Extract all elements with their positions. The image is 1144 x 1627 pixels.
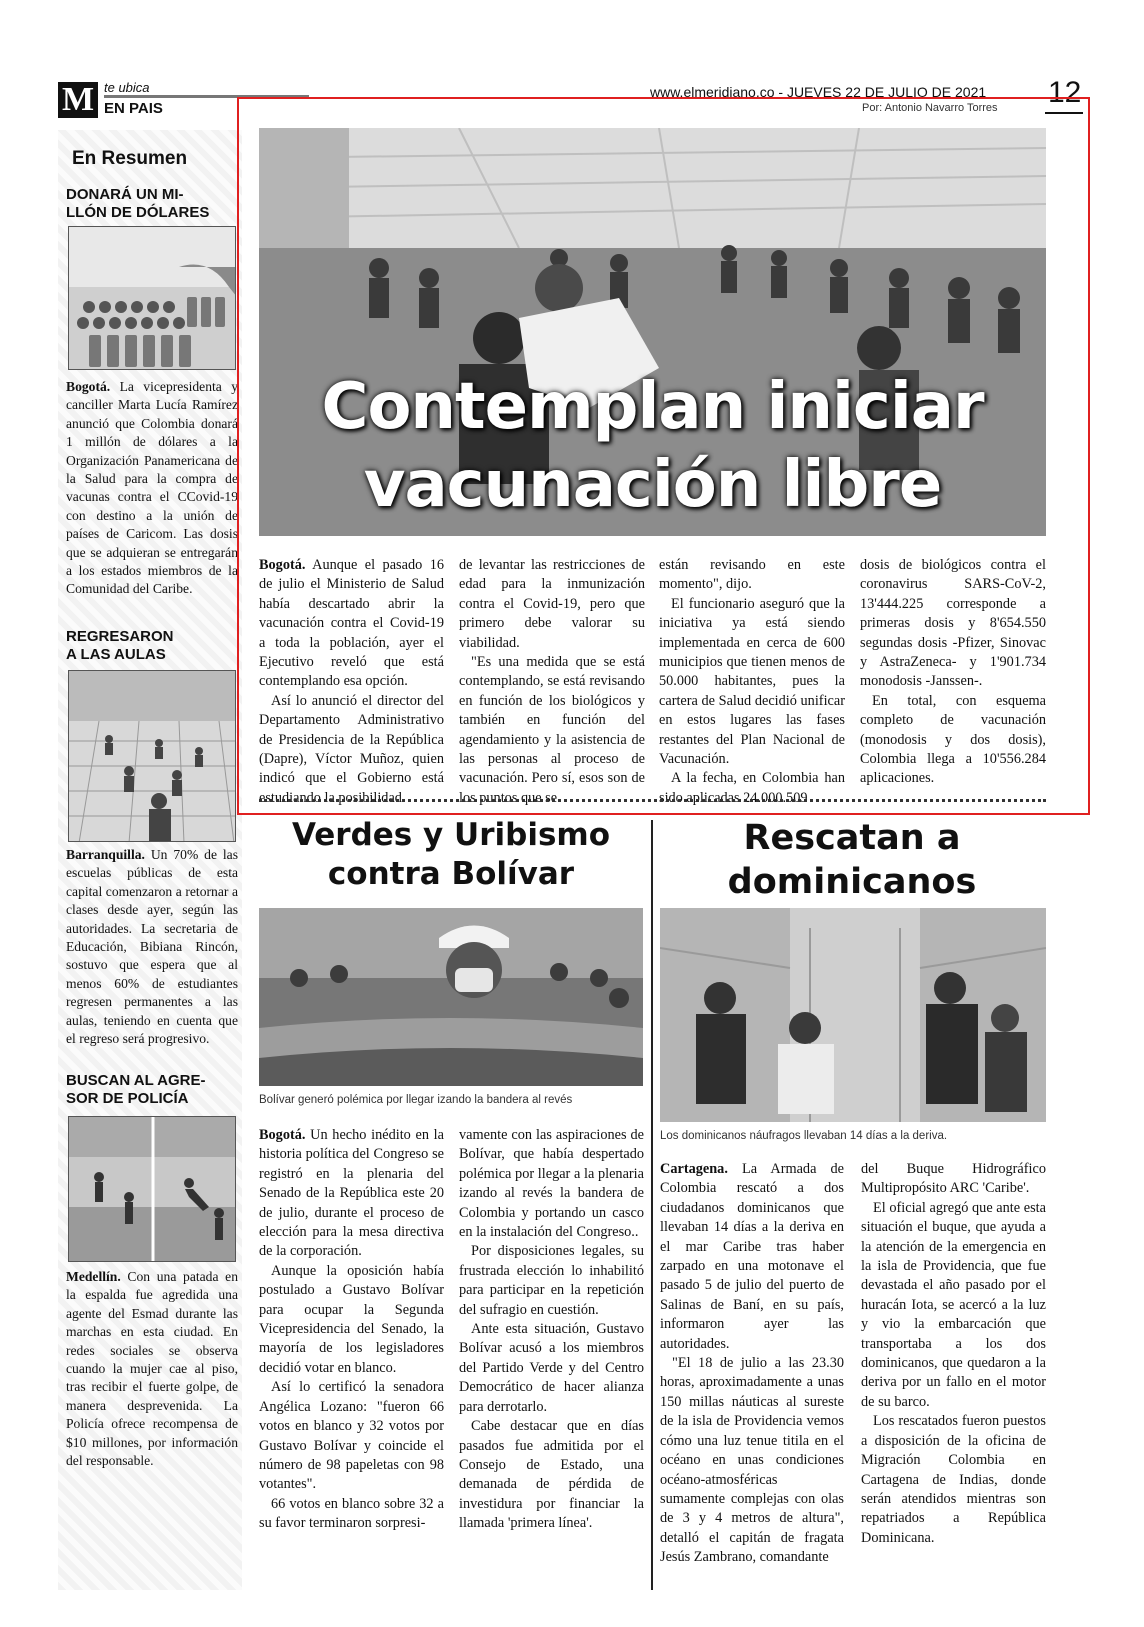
politics-photo-caption: Bolívar generó polémica por llegar izando la bandera al revés [259, 1094, 573, 1106]
politics-headline: Verdes y Uribismo contra Bolívar [291, 817, 611, 892]
classroom-photo [68, 670, 236, 842]
page-number: 12 [1048, 76, 1082, 109]
lead-column-1: Bogotá. Aunque el pasado 16 de julio el Ministerio de Salud había descartado abrir la vacunación contra el Covid-19 a toda la población, ayer el Ejecutivo reveló que está contemplando esa opción. Así lo anunció el director del Departamento Administrativo de Presidencia de la República (Dapre), Víctor Muñoz, quien indicó que el Gobierno está estudiando la posibilidad [259, 557, 444, 806]
newspaper-logo: M [58, 82, 98, 118]
police-attack-photo [68, 1116, 236, 1262]
logo-tagline: te ubica [104, 80, 150, 95]
rescue-photo [660, 908, 1046, 1122]
bolivar-congress-photo [259, 908, 643, 1086]
section-label: EN PAIS [104, 100, 163, 117]
lead-column-4: dosis de biológicos contra el coronavirus SARS-CoV-2, 13'444.225 corresponde a primeras dosis y 8'654.550 segundas dosis -Pfizer, Sinovac y AstraZeneca- y 1'901.734 monodosis -Janssen-. En total, con esquema completo de vacunación (monodosis y dos dosis), Colombia llega a 10'556.284 aplicaciones. [860, 557, 1046, 787]
sidebar-text-donation: Bogotá. La vicepresidenta y canciller Marta Lucía Ramírez anunció que Colombia donará 1 millón de dólares a la Organización Panamericana de la Salud para la compra de vacunas contra el CCovid-19 con destino a la unión de países de Caricom. Las dosis que se adquieran se entregarán a los estados miembros de la Comunidad del Caribe. [66, 379, 238, 597]
politics-column-1: Bogotá. Un hecho inédito en la historia política del Congreso se registró en la plenaria del Senado de la República este 20 de julio, durante el proceso de elección para la mesa directiva de la corporación. Aunque la oposición había postulado a Gustavo Bolívar para ocupar la Segunda Vicepresidencia del Senado, la mayoría de los legisladores decidió votar en blanco. Así lo certificó la senadora Angélica Lozano: "fueron 66 votos en blanco y 32 votos por Gustavo Bolívar y coincide el número de 98 papeletas con 98 votantes". 66 votos en blanco sobre 32 a su favor terminaron sorpresi- [259, 1127, 444, 1532]
lead-column-3: están revisando en este momento", dijo. El funcionario aseguró que la iniciativa ya está siendo implementada en cerca de 600 municipios que tienen menos de 50.000 habitantes, pues la cartera de Salud decidió unificar en estos lugares las fases restantes del Plan Nacional de Vacunación. A la fecha, en Colombia han sido aplicadas 24.000.509 [659, 557, 845, 806]
byline: Por: Antonio Navarro Torres [862, 102, 998, 114]
lead-headline: Contemplan iniciar vacunación libre [321, 370, 984, 522]
sidebar-heading-police: BUSCAN AL AGRE- SOR DE POLICÍA [66, 1072, 206, 1107]
sidebar-text-police: Medellín. Con una patada en la espalda fue agredida una agente del Esmad durante las marchas en esta ciudad. En redes sociales se observa cuando la mujer cae al piso, tras recibir el fuerte golpe, de manera desprevenida. La Policía ofrece recompensa de $10 millones, por información del responsable. [66, 1269, 238, 1469]
sidebar-heading-classes: REGRESARON A LAS AULAS [66, 628, 174, 663]
rescue-headline: Rescatan a dominicanos [727, 818, 977, 902]
sidebar-heading-donation: DONARÁ UN MI- LLÓN DE DÓLARES [66, 186, 210, 221]
sidebar-text-classes: Barranquilla. Un 70% de las escuelas públicas de esta capital comenzaron a retornar a clases desde ayer, según las autoridades. La secretaria de Educación, Bibiana Rincón, sostuvo que espera que al menos 60% de estudiantes regresen permanentes a las aulas, teniendo en cuenta que el regreso será progresivo. [66, 847, 238, 1047]
lead-column-2: de levantar las restricciones de edad para la inmunización contra el Covid-19, pero que primero debe valorar su viabilidad. "Es una medida que se está contemplando, se está revisando en función de los biológicos y también en función del agendamiento y la asistencia de las personas al proceso de vacunación. Pero sí, esos son de los puntos que se [459, 557, 645, 806]
column-separator [651, 820, 653, 1590]
site-and-date: www.elmeridiano.co - JUEVES 22 DE JULIO DE 2021 [650, 84, 987, 100]
rescue-column-1: Cartagena. La Armada de Colombia rescató a dos ciudadanos dominicanos que llevaban 14 días a la deriva en el mar Caribe tras haber zarpado en una motonave el pasado 5 de julio del puerto de Salinas de Baní, en su país, informaron ayer las autoridades. "El 18 de julio a las 23.30 horas, aproximadamente a unas 150 millas náuticas al sureste de la isla de Providencia vemos cómo una luz tenue titila en el océano en unas condiciones océano-atmosféricas sumamente complejas con olas de 3 y 4 metros de altura", detalló el capitán de fragata Jesús Zambrano, comandante [660, 1161, 844, 1566]
rescue-column-2: del Buque Hidrográfico Multipropósito ARC 'Caribe'. El oficial agregó que ante esta situación el buque, que ayuda a la atención de la emergencia en la isla de Providencia, que fue devastada el año pasado por el huracán Iota, se acercó a la luz y vio la embarcación que transportaba a los dos dominicanos, que quedaron a la deriva por un fallo en el motor de su barco. Los rescatados fueron puestos a disposición de la oficina de Migración Colombia en Cartagena de Indias, donde serán atendidos mientras son repatriados a República Dominicana. [861, 1161, 1046, 1546]
politics-column-2: vamente con las aspiraciones de Bolívar, que había despertado polémica por llegar a la plenaria izando al revés la bandera de Colombia y portando un casco en la instalación del Congreso.. Por disposiciones legales, su frustrada elección lo inhabilitó para participar en la repetición del sufragio en cuestión. Ante esta situación, Gustavo Bolívar acusó a los miembros del Partido Verde y del Centro Democrático de hacer alianza para derrotarlo. Cabe destacar que en días pasados fue admitida por el Consejo de Estado, una demanada de pérdida de investidura por financiar la llamada 'primera línea'. [459, 1127, 644, 1532]
lead-bottom-rule [259, 799, 1046, 802]
sidebar-title: En Resumen [72, 148, 188, 169]
rescue-photo-caption: Los dominicanos náufragos llevaban 14 días a la deriva. [660, 1130, 948, 1142]
vaccine-vials-photo [68, 226, 236, 370]
